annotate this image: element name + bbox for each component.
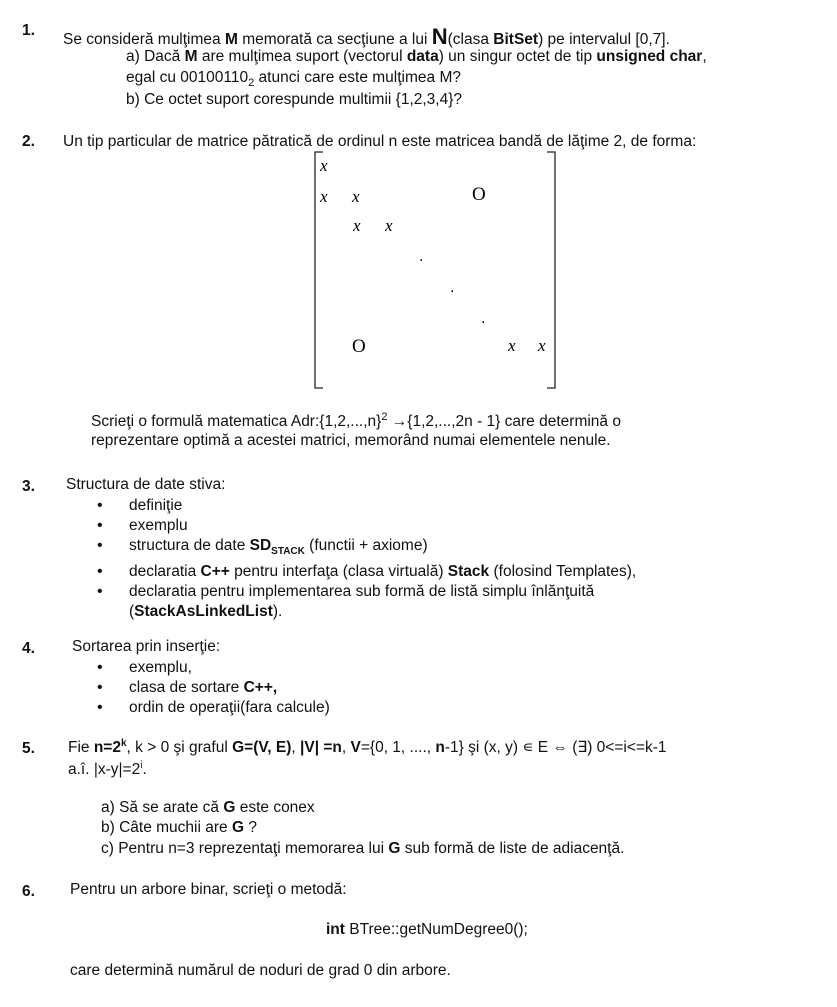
q3-list [97, 496, 636, 622]
q6-intro: Pentru un arbore binar, scrieţi o metodă: [70, 881, 347, 898]
q5-a: a) Să se arate că G este conex [101, 799, 315, 816]
q6-code: int BTree::getNumDegree0(); [326, 921, 528, 938]
matrix-entry: x [352, 187, 360, 206]
q5-line2: a.î. $|x-y|=2^i$. [68, 760, 147, 779]
matrix-zero-lower: O [352, 336, 366, 357]
matrix-entry: x [353, 216, 361, 235]
q1-a-line1: a) Dacă M are mulţimea suport (vectorul data) un singur octet de tip unsigned char, [126, 48, 707, 65]
list-item: • exemplu, [97, 658, 330, 678]
matrix-dot: . [450, 279, 455, 296]
matrix-entry: x [320, 156, 328, 175]
q5-c: c) Pentru n=3 reprezentaţi memorarea lui G sub formă de liste de adiacenţă. [101, 840, 625, 857]
list-item: • exemplu [97, 516, 636, 536]
matrix-zero-upper: O [472, 184, 486, 205]
matrix-entry: x [320, 187, 328, 206]
q2-number: 2. [22, 133, 35, 150]
q2-intro: Un tip particular de matrice pătratică de ordinul n este matricea bandă de lăţime 2, de forma: [63, 133, 697, 150]
q4-number: 4. [22, 640, 35, 657]
q1-number: 1. [22, 22, 35, 39]
matrix-right-bracket [547, 152, 555, 388]
q1-b-line: b) Ce octet suport corespunde multimii {1,2,3,4}? [126, 91, 463, 108]
list-item: • definiţie [97, 496, 636, 516]
q5-b: b) Câte muchii are G ? [101, 819, 257, 836]
matrix-entry: x [385, 216, 393, 235]
list-item: • ordin de operaţii(fara calcule) [97, 698, 330, 718]
q3-number: 3. [22, 478, 35, 495]
q5-number: 5. [22, 740, 35, 757]
q6-number: 6. [22, 883, 35, 900]
q1-a-line2: egal cu $00100110_2$ atunci care este mulţimea M? [126, 69, 461, 90]
q2-text-line1: Scrieţi o formulă matematica $Adr:\{1,2,...,n\}^2 \to\{1,2,...,2n - 1\}$ care determină o [91, 411, 621, 431]
q4-intro: Sortarea prin inserţie: [72, 638, 221, 655]
q4-list [97, 658, 330, 718]
matrix-dot: . [419, 248, 424, 265]
q3-intro: Structura de date stiva: [66, 476, 226, 493]
q5-line1: Fie $n=2^k$, k > 0 şi graful G=(V, E), |V| =n, V={0, 1, ...., n-1} şi (x, y) ∊ E ⇔ (∃) 0<=i<=k-1 [68, 738, 667, 757]
natural-numbers-symbol: N [431, 24, 448, 49]
list-item: • structura de date $SD_{STACK}$ (functii + axiome) [97, 536, 636, 562]
matrix-dot: . [481, 310, 486, 327]
q1-intro: Se consideră mulţimea M memorată ca secţiune a lui N(clasa BitSet) pe intervalul [0,7]. [63, 24, 670, 49]
list-item: • clasa de sortare C++, [97, 678, 330, 698]
list-item: • declaratia pentru implementarea sub formă de listă simplu înlănţuită (StackAsLinkedList). [97, 582, 636, 622]
q6-outro: care determină numărul de noduri de grad 0 din arbore. [70, 962, 451, 979]
q2-text-line2: reprezentare optimă a acestei matrici, memorând numai elementele nenule. [91, 432, 611, 449]
list-item: • declaratia C++ pentru interfaţa (clasa virtuală) Stack (folosind Templates), [97, 562, 636, 582]
matrix-entry: x [508, 336, 516, 355]
matrix-entry: x [538, 336, 546, 355]
band-matrix [310, 150, 560, 392]
